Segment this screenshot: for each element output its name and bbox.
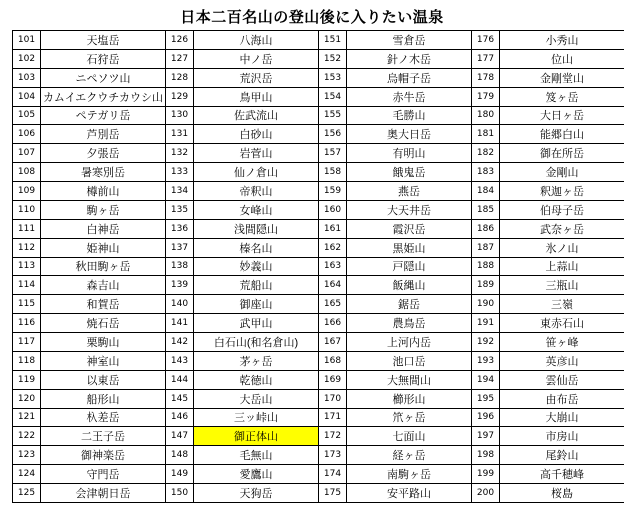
table-row (13, 314, 624, 333)
cell-mountain-name[interactable]: 天狗岳 (194, 484, 319, 503)
cell-number: 117 (13, 333, 41, 352)
cell-mountain-name[interactable]: 櫛形山 (347, 389, 472, 408)
cell-number: 149 (166, 465, 194, 484)
cell-number: 183 (472, 163, 500, 182)
cell-mountain-name[interactable]: 氷ノ山 (500, 238, 624, 257)
table-row (13, 465, 624, 484)
cell-mountain-name[interactable]: 烏帽子岳 (347, 68, 472, 87)
cell-number: 130 (166, 106, 194, 125)
table-row (13, 68, 624, 87)
cell-mountain-name[interactable]: カムイエクウチカウシ山 (41, 87, 166, 106)
cell-number: 196 (472, 408, 500, 427)
cell-number: 172 (319, 427, 347, 446)
cell-mountain-name[interactable]: 上河内岳 (347, 333, 472, 352)
cell-mountain-name[interactable]: 森吉山 (41, 276, 166, 295)
table-row (13, 389, 624, 408)
cell-mountain-name[interactable]: 七面山 (347, 427, 472, 446)
cell-number: 176 (472, 31, 500, 50)
cell-mountain-name[interactable]: 奥大日岳 (347, 125, 472, 144)
page-title: 日本二百名山の登山後に入りたい温泉 (180, 9, 444, 26)
cell-number: 144 (166, 370, 194, 389)
cell-mountain-name[interactable]: 上蒜山 (500, 257, 624, 276)
cell-mountain-name[interactable]: 金剛山 (500, 163, 624, 182)
cell-number: 145 (166, 389, 194, 408)
table-row (13, 106, 624, 125)
cell-mountain-name[interactable]: 八海山 (194, 31, 319, 50)
cell-number: 188 (472, 257, 500, 276)
cell-mountain-name[interactable]: 英彦山 (500, 351, 624, 370)
cell-mountain-name[interactable]: 守門岳 (41, 465, 166, 484)
cell-mountain-name[interactable]: 佐武流山 (194, 106, 319, 125)
cell-number: 184 (472, 182, 500, 201)
table-row (13, 295, 624, 314)
cell-mountain-name[interactable]: ニペソツ山 (41, 68, 166, 87)
cell-mountain-name[interactable]: 笹ヶ峰 (500, 333, 624, 352)
cell-number: 113 (13, 257, 41, 276)
cell-mountain-name[interactable]: 杁差岳 (41, 408, 166, 427)
cell-mountain-name[interactable]: 燕岳 (347, 182, 472, 201)
cell-mountain-name[interactable]: 焼石岳 (41, 314, 166, 333)
cell-number: 159 (319, 182, 347, 201)
cell-mountain-name[interactable]: 茅ヶ岳 (194, 351, 319, 370)
cell-number: 139 (166, 276, 194, 295)
cell-number: 162 (319, 238, 347, 257)
cell-mountain-name[interactable]: 帝釈山 (194, 182, 319, 201)
cell-mountain-name[interactable]: 南駒ヶ岳 (347, 465, 472, 484)
cell-mountain-name-selected[interactable]: 御正体山 (194, 427, 319, 446)
cell-number: 118 (13, 351, 41, 370)
cell-number: 191 (472, 314, 500, 333)
cell-number: 160 (319, 200, 347, 219)
cell-mountain-name[interactable]: 御神楽岳 (41, 446, 166, 465)
cell-number: 193 (472, 351, 500, 370)
cell-mountain-name[interactable]: 大無間山 (347, 370, 472, 389)
cell-number: 106 (13, 125, 41, 144)
cell-number: 109 (13, 182, 41, 201)
cell-mountain-name[interactable]: 大崩山 (500, 408, 624, 427)
cell-mountain-name[interactable]: 白砂山 (194, 125, 319, 144)
cell-number: 101 (13, 31, 41, 50)
cell-mountain-name[interactable]: 三瓶山 (500, 276, 624, 295)
cell-mountain-name[interactable]: 有明山 (347, 144, 472, 163)
cell-number: 135 (166, 200, 194, 219)
cell-number: 138 (166, 257, 194, 276)
cell-number: 175 (319, 484, 347, 503)
cell-number: 148 (166, 446, 194, 465)
table-row (13, 163, 624, 182)
cell-number: 112 (13, 238, 41, 257)
cell-mountain-name[interactable]: 駒ヶ岳 (41, 200, 166, 219)
table-row (13, 484, 624, 503)
cell-mountain-name[interactable]: 榛名山 (194, 238, 319, 257)
cell-mountain-name[interactable]: 御在所岳 (500, 144, 624, 163)
cell-mountain-name[interactable]: 荒沢岳 (194, 68, 319, 87)
cell-number: 105 (13, 106, 41, 125)
cell-number: 189 (472, 276, 500, 295)
cell-number: 174 (319, 465, 347, 484)
cell-number: 134 (166, 182, 194, 201)
cell-number: 168 (319, 351, 347, 370)
cell-number: 178 (472, 68, 500, 87)
cell-number: 190 (472, 295, 500, 314)
cell-mountain-name[interactable]: 伯母子岳 (500, 200, 624, 219)
cell-mountain-name[interactable]: 御座山 (194, 295, 319, 314)
cell-number: 142 (166, 333, 194, 352)
cell-number: 123 (13, 446, 41, 465)
cell-number: 169 (319, 370, 347, 389)
cell-mountain-name[interactable]: 池口岳 (347, 351, 472, 370)
table-row (13, 219, 624, 238)
cell-mountain-name[interactable]: 農鳥岳 (347, 314, 472, 333)
cell-number: 198 (472, 446, 500, 465)
cell-number: 155 (319, 106, 347, 125)
cell-number: 157 (319, 144, 347, 163)
cell-number: 132 (166, 144, 194, 163)
cell-mountain-name[interactable]: 浅間隠山 (194, 219, 319, 238)
cell-mountain-name[interactable]: 雲仙岳 (500, 370, 624, 389)
table-row (13, 370, 624, 389)
cell-number: 200 (472, 484, 500, 503)
cell-number: 146 (166, 408, 194, 427)
cell-mountain-name[interactable]: 安平路山 (347, 484, 472, 503)
cell-number: 154 (319, 87, 347, 106)
cell-number: 158 (319, 163, 347, 182)
mountain-table-body (13, 31, 624, 503)
cell-mountain-name[interactable]: 霞沢岳 (347, 219, 472, 238)
cell-number: 192 (472, 333, 500, 352)
cell-number: 163 (319, 257, 347, 276)
cell-number: 177 (472, 49, 500, 68)
cell-mountain-name[interactable]: 鋸岳 (347, 295, 472, 314)
cell-number: 141 (166, 314, 194, 333)
cell-mountain-name[interactable]: 東赤石山 (500, 314, 624, 333)
table-row (13, 144, 624, 163)
cell-number: 108 (13, 163, 41, 182)
table-row (13, 408, 624, 427)
cell-number: 161 (319, 219, 347, 238)
cell-mountain-name[interactable]: 愛鷹山 (194, 465, 319, 484)
cell-number: 181 (472, 125, 500, 144)
cell-mountain-name[interactable]: 二王子岳 (41, 427, 166, 446)
cell-mountain-name[interactable]: 白石山(和名倉山) (194, 333, 319, 352)
cell-number: 129 (166, 87, 194, 106)
cell-number: 197 (472, 427, 500, 446)
cell-mountain-name[interactable]: 戸隠山 (347, 257, 472, 276)
cell-number: 167 (319, 333, 347, 352)
cell-mountain-name[interactable]: 市房山 (500, 427, 624, 446)
cell-number: 122 (13, 427, 41, 446)
cell-mountain-name[interactable]: 白神岳 (41, 219, 166, 238)
cell-mountain-name[interactable]: 神室山 (41, 351, 166, 370)
cell-number: 179 (472, 87, 500, 106)
cell-mountain-name[interactable]: 鳥甲山 (194, 87, 319, 106)
cell-number: 133 (166, 163, 194, 182)
table-row (13, 87, 624, 106)
cell-number: 128 (166, 68, 194, 87)
cell-number: 152 (319, 49, 347, 68)
cell-number: 110 (13, 200, 41, 219)
cell-number: 151 (319, 31, 347, 50)
table-row (13, 182, 624, 201)
cell-mountain-name[interactable]: 芦別岳 (41, 125, 166, 144)
cell-mountain-name[interactable]: 位山 (500, 49, 624, 68)
cell-number: 107 (13, 144, 41, 163)
cell-number: 173 (319, 446, 347, 465)
cell-mountain-name[interactable]: 会津朝日岳 (41, 484, 166, 503)
cell-mountain-name[interactable]: 妙義山 (194, 257, 319, 276)
cell-number: 147 (166, 427, 194, 446)
table-row (13, 276, 624, 295)
mountain-table (12, 30, 624, 503)
table-row (13, 238, 624, 257)
cell-mountain-name[interactable]: 仙ノ倉山 (194, 163, 319, 182)
cell-mountain-name[interactable]: 乾徳山 (194, 370, 319, 389)
cell-number: 194 (472, 370, 500, 389)
cell-mountain-name[interactable]: 大日ヶ岳 (500, 106, 624, 125)
cell-mountain-name[interactable]: 毛勝山 (347, 106, 472, 125)
cell-mountain-name[interactable]: 釈迦ヶ岳 (500, 182, 624, 201)
cell-mountain-name[interactable]: 由布岳 (500, 389, 624, 408)
cell-number: 153 (319, 68, 347, 87)
cell-mountain-name[interactable]: 大岳山 (194, 389, 319, 408)
cell-number: 124 (13, 465, 41, 484)
cell-number: 150 (166, 484, 194, 503)
cell-number: 115 (13, 295, 41, 314)
cell-number: 102 (13, 49, 41, 68)
cell-mountain-name[interactable]: 暑寒別岳 (41, 163, 166, 182)
table-row (13, 351, 624, 370)
cell-mountain-name[interactable]: 針ノ木岳 (347, 49, 472, 68)
cell-number: 136 (166, 219, 194, 238)
cell-mountain-name[interactable]: 船形山 (41, 389, 166, 408)
table-row (13, 200, 624, 219)
cell-number: 103 (13, 68, 41, 87)
cell-mountain-name[interactable]: 笈ヶ岳 (500, 87, 624, 106)
cell-mountain-name[interactable]: 能郷白山 (500, 125, 624, 144)
cell-number: 166 (319, 314, 347, 333)
cell-number: 140 (166, 295, 194, 314)
cell-number: 180 (472, 106, 500, 125)
cell-number: 119 (13, 370, 41, 389)
cell-mountain-name[interactable]: 岩菅山 (194, 144, 319, 163)
cell-mountain-name[interactable]: 飯縄山 (347, 276, 472, 295)
cell-number: 116 (13, 314, 41, 333)
cell-mountain-name[interactable]: 三ッ峠山 (194, 408, 319, 427)
cell-number: 125 (13, 484, 41, 503)
cell-number: 170 (319, 389, 347, 408)
cell-mountain-name[interactable]: 餓鬼岳 (347, 163, 472, 182)
cell-mountain-name[interactable]: 中ノ岳 (194, 49, 319, 68)
cell-mountain-name[interactable]: 黒姫山 (347, 238, 472, 257)
cell-mountain-name[interactable]: 赤牛岳 (347, 87, 472, 106)
cell-mountain-name[interactable]: ペテガリ岳 (41, 106, 166, 125)
cell-number: 195 (472, 389, 500, 408)
cell-mountain-name[interactable]: 小秀山 (500, 31, 624, 50)
cell-number: 186 (472, 219, 500, 238)
cell-mountain-name[interactable]: 桜島 (500, 484, 624, 503)
cell-mountain-name[interactable]: 夕張岳 (41, 144, 166, 163)
cell-number: 120 (13, 389, 41, 408)
cell-mountain-name[interactable]: 荒船山 (194, 276, 319, 295)
cell-mountain-name[interactable]: 石狩岳 (41, 49, 166, 68)
cell-number: 104 (13, 87, 41, 106)
cell-number: 187 (472, 238, 500, 257)
cell-mountain-name[interactable]: 高千穂峰 (500, 465, 624, 484)
table-row (13, 333, 624, 352)
cell-mountain-name[interactable]: 以東岳 (41, 370, 166, 389)
cell-number: 131 (166, 125, 194, 144)
cell-number: 143 (166, 351, 194, 370)
cell-mountain-name[interactable]: 毛無山 (194, 446, 319, 465)
table-row (13, 49, 624, 68)
cell-mountain-name[interactable]: 武甲山 (194, 314, 319, 333)
cell-mountain-name[interactable]: 雪倉岳 (347, 31, 472, 50)
cell-number: 127 (166, 49, 194, 68)
cell-number: 165 (319, 295, 347, 314)
cell-mountain-name[interactable]: 尾鈴山 (500, 446, 624, 465)
cell-number: 199 (472, 465, 500, 484)
table-row (13, 427, 624, 446)
cell-mountain-name[interactable]: 樽前山 (41, 182, 166, 201)
cell-number: 121 (13, 408, 41, 427)
cell-mountain-name[interactable]: 三嶺 (500, 295, 624, 314)
table-row (13, 31, 624, 50)
cell-number: 126 (166, 31, 194, 50)
cell-number: 185 (472, 200, 500, 219)
cell-number: 171 (319, 408, 347, 427)
cell-mountain-name[interactable]: 笊ヶ岳 (347, 408, 472, 427)
cell-mountain-name[interactable]: 大天井岳 (347, 200, 472, 219)
cell-number: 114 (13, 276, 41, 295)
cell-mountain-name[interactable]: 経ヶ岳 (347, 446, 472, 465)
cell-number: 156 (319, 125, 347, 144)
cell-mountain-name[interactable]: 姫神山 (41, 238, 166, 257)
cell-mountain-name[interactable]: 金剛堂山 (500, 68, 624, 87)
cell-number: 182 (472, 144, 500, 163)
cell-number: 111 (13, 219, 41, 238)
table-row (13, 257, 624, 276)
cell-number: 164 (319, 276, 347, 295)
cell-mountain-name[interactable]: 天塩岳 (41, 31, 166, 50)
table-row (13, 446, 624, 465)
cell-mountain-name[interactable]: 秋田駒ヶ岳 (41, 257, 166, 276)
cell-mountain-name[interactable]: 栗駒山 (41, 333, 166, 352)
cell-number: 137 (166, 238, 194, 257)
cell-mountain-name[interactable]: 武奈ヶ岳 (500, 219, 624, 238)
table-row (13, 125, 624, 144)
cell-mountain-name[interactable]: 和賀岳 (41, 295, 166, 314)
cell-mountain-name[interactable]: 女峰山 (194, 200, 319, 219)
